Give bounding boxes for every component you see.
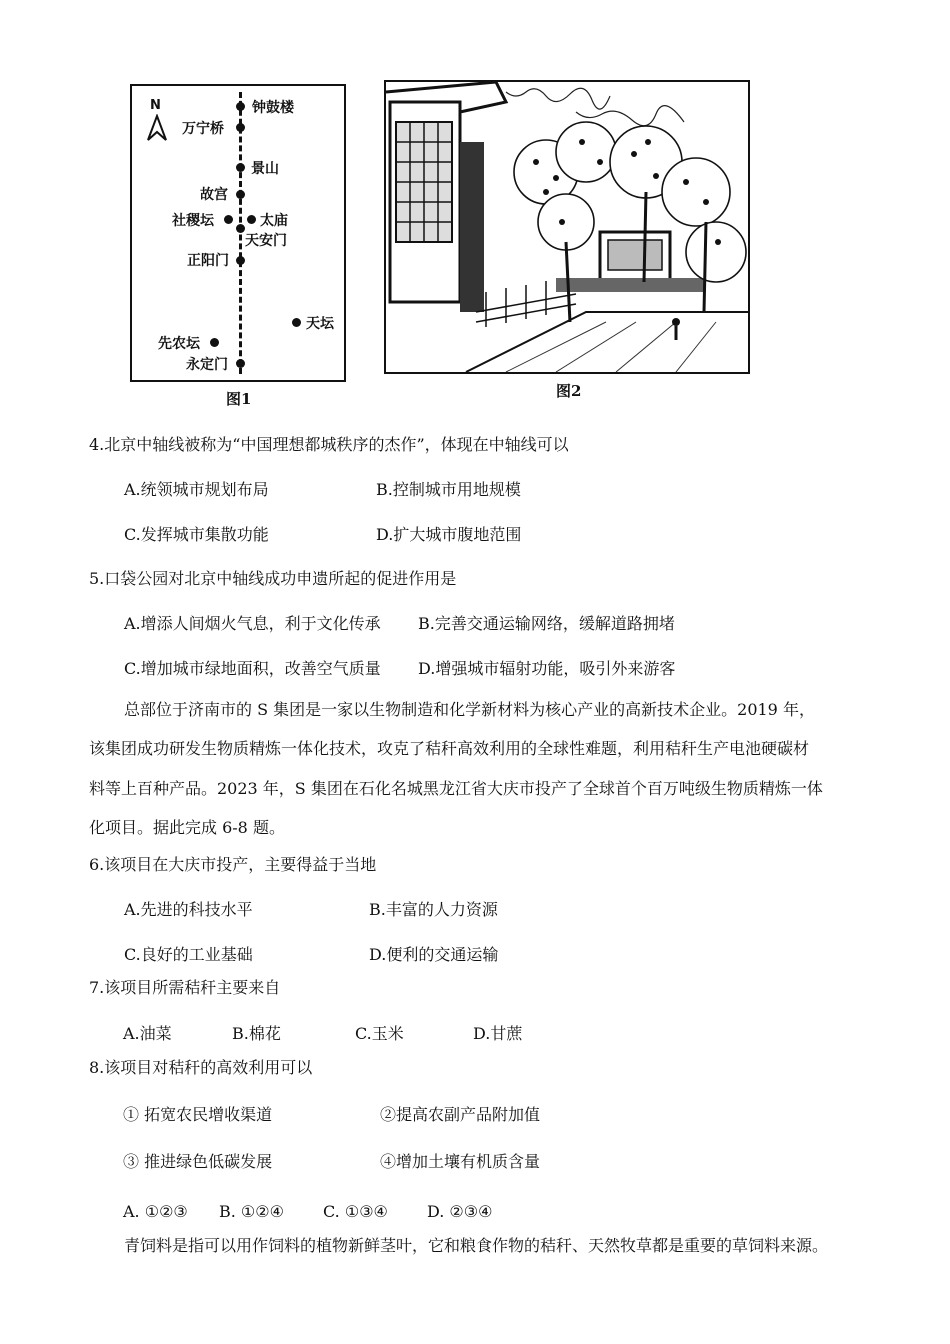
dot-shejitan <box>224 215 233 224</box>
q8-statement-4: ④增加土壤有机质含量 <box>380 1152 541 1171</box>
q4-option-d: D.扩大城市腹地范围 <box>376 525 522 544</box>
q6-option-d: D.便利的交通运输 <box>369 945 499 964</box>
q8-stem: 8.该项目对秸秆的高效利用可以 <box>89 1058 313 1077</box>
q8-option-a: A. ①②③ <box>123 1202 188 1221</box>
q7-option-a: A.油菜 <box>123 1024 172 1043</box>
q5-option-a: A.增添人间烟火气息，利于文化传承 <box>124 614 381 633</box>
q7-option-b: B.棉花 <box>232 1024 281 1043</box>
north-label: N <box>150 98 161 113</box>
q8-option-c: C. ①③④ <box>323 1202 388 1221</box>
label-wanningqiao: 万宁桥 <box>182 121 224 137</box>
figure-1-caption: 图1 <box>226 390 252 408</box>
figure-2-caption: 图2 <box>556 382 582 400</box>
q8-statement-3: ③ 推进绿色低碳发展 <box>123 1152 273 1171</box>
dot-zhonggulou <box>236 102 245 111</box>
q5-stem: 5.口袋公园对北京中轴线成功申遗所起的促进作用是 <box>89 569 457 588</box>
dot-tiananmen <box>236 224 245 233</box>
dot-yongdingmen <box>236 359 245 368</box>
q7-option-d: D.甘蔗 <box>473 1024 523 1043</box>
q4-option-b: B.控制城市用地规模 <box>376 480 521 499</box>
label-yongdingmen: 永定门 <box>186 357 228 373</box>
q8-option-d: D. ②③④ <box>427 1202 493 1221</box>
q7-stem: 7.该项目所需秸秆主要来自 <box>89 978 281 997</box>
label-xiannongtan: 先农坛 <box>158 336 200 352</box>
q6-option-b: B.丰富的人力资源 <box>369 900 498 919</box>
q6-option-a: A.先进的科技水平 <box>124 900 253 919</box>
passage-line-4: 化项目。据此完成 6-8 题。 <box>89 818 285 837</box>
passage-line-1: 总部位于济南市的 S 集团是一家以生物制造和化学新材料为核心产业的高新技术企业。2019 年， <box>124 700 815 719</box>
q4-option-a: A.统领城市规划布局 <box>124 480 269 499</box>
central-axis-line <box>239 92 242 374</box>
q5-option-c: C.增加城市绿地面积，改善空气质量 <box>124 659 381 678</box>
north-arrow-icon <box>146 114 168 142</box>
dot-jingshan <box>236 163 245 172</box>
q4-option-c: C.发挥城市集散功能 <box>124 525 269 544</box>
dot-tiantan <box>292 318 301 327</box>
passage-line-2: 该集团成功研发生物质精炼一体化技术，攻克了秸秆高效利用的全球性难题，利用秸秆生产电池硬碳材 <box>89 739 810 758</box>
q8-option-b: B. ①②④ <box>219 1202 284 1221</box>
label-zhonggulou: 钟鼓楼 <box>252 100 294 116</box>
q4-stem: 4.北京中轴线被称为“中国理想都城秩序的杰作”，体现在中轴线可以 <box>89 435 569 454</box>
q8-statement-1: ① 拓宽农民增收渠道 <box>123 1105 273 1124</box>
q6-stem: 6.该项目在大庆市投产，主要得益于当地 <box>89 855 377 874</box>
dot-zhengyangmen <box>236 256 245 265</box>
label-taimiao: 太庙 <box>260 213 288 229</box>
q5-option-d: D.增强城市辐射功能，吸引外来游客 <box>418 659 676 678</box>
q5-option-b: B.完善交通运输网络，缓解道路拥堵 <box>418 614 675 633</box>
dot-wanningqiao <box>236 123 245 132</box>
label-tiantan: 天坛 <box>306 316 334 332</box>
dot-taimiao <box>247 215 256 224</box>
passage2-line-1: 青饲料是指可以用作饲料的植物新鲜茎叶，它和粮食作物的秸秆、天然牧草都是重要的草饲料来源。 <box>124 1236 829 1255</box>
q6-option-c: C.良好的工业基础 <box>124 945 253 964</box>
q8-statement-2: ②提高农副产品附加值 <box>380 1105 541 1124</box>
dot-gugong <box>236 190 245 199</box>
label-gugong: 故宫 <box>200 187 228 203</box>
label-zhengyangmen: 正阳门 <box>187 253 229 269</box>
figure-1-map <box>130 84 346 382</box>
label-tiananmen: 天安门 <box>245 233 287 249</box>
park-sketch-image <box>386 82 748 372</box>
q7-option-c: C.玉米 <box>355 1024 404 1043</box>
figure-2-photo <box>384 80 750 374</box>
passage-line-3: 料等上百种产品。2023 年，S 集团在石化名城黑龙江省大庆市投产了全球首个百万吨级生物质精炼一体 <box>89 779 823 798</box>
label-jingshan: 景山 <box>251 161 279 177</box>
dot-xiannongtan <box>210 338 219 347</box>
label-shejitan: 社稷坛 <box>172 213 214 229</box>
